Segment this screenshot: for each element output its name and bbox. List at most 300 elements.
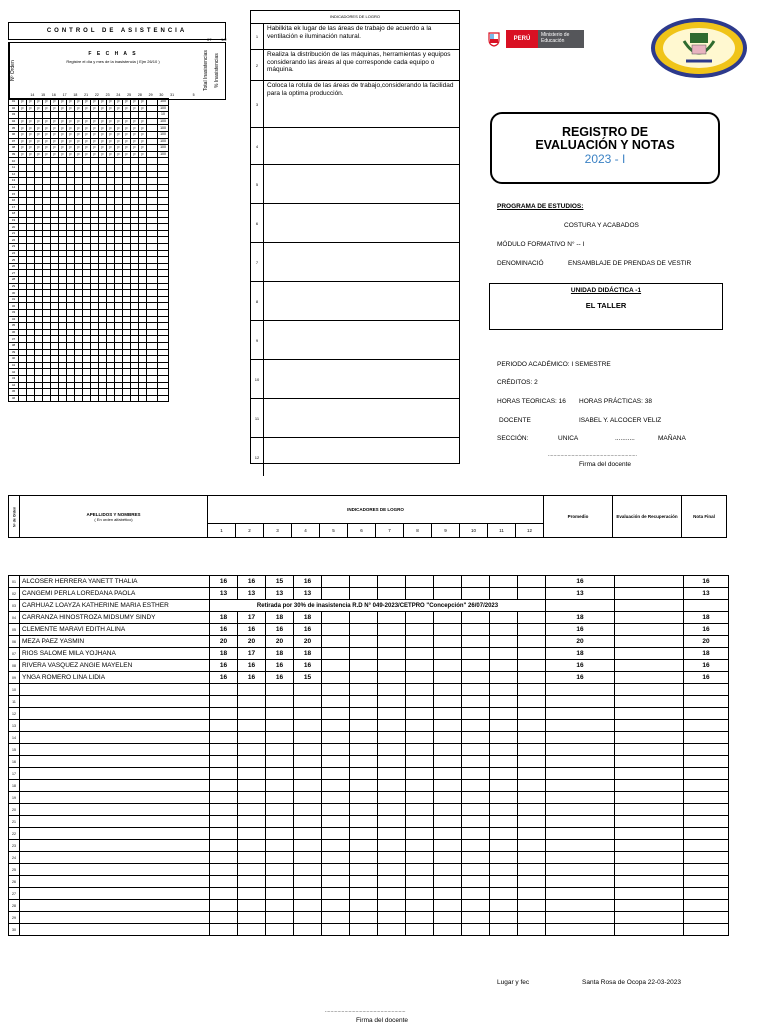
row-number: 06 — [9, 636, 20, 648]
attendance-cell — [91, 191, 99, 198]
row-number: 03 — [9, 112, 19, 119]
attendance-cell — [107, 178, 115, 185]
attendance-cell: p — [27, 125, 35, 132]
attendance-cell — [75, 310, 83, 317]
grade-cell — [238, 900, 266, 912]
attendance-cell — [51, 184, 59, 191]
attendance-cell — [27, 290, 35, 297]
attendance-cell — [83, 310, 91, 317]
row-number: 41 — [9, 362, 19, 369]
grade-cell — [210, 792, 238, 804]
attendance-cell: p — [43, 118, 51, 125]
title-year: 2023 - I — [584, 152, 626, 166]
grade-cell — [238, 852, 266, 864]
promedio-cell — [546, 912, 615, 924]
attendance-cell — [19, 230, 27, 237]
total-cell — [147, 244, 158, 251]
attendance-cell — [19, 303, 27, 310]
attendance-cell — [131, 329, 139, 336]
attendance-cell — [27, 250, 35, 257]
attendance-row — [9, 112, 169, 119]
grade-cell — [490, 624, 518, 636]
attendance-cell — [115, 362, 123, 369]
grade-cell — [350, 612, 378, 624]
attendance-cell — [131, 336, 139, 343]
grade-cell — [434, 744, 462, 756]
indicator-col: 9 — [432, 524, 460, 538]
attendance-cell: p — [83, 145, 91, 152]
recuperacion-cell — [615, 780, 684, 792]
grade-cell — [350, 768, 378, 780]
attendance-row — [9, 217, 169, 224]
pct-cell — [158, 382, 169, 389]
row-number: 28 — [9, 277, 19, 284]
day-number: 31 — [170, 93, 175, 97]
attendance-cell — [75, 395, 83, 402]
grade-cell — [462, 660, 490, 672]
grade-cell — [378, 672, 406, 684]
attendance-cell — [59, 290, 67, 297]
horas-teoricas: HORAS TEORICAS: 16 — [497, 398, 566, 405]
attendance-cell — [27, 171, 35, 178]
grade-cell — [406, 720, 434, 732]
pct-cell — [158, 158, 169, 165]
attendance-cell — [83, 184, 91, 191]
attendance-cell — [43, 323, 51, 330]
grade-cell — [462, 684, 490, 696]
attendance-cell — [139, 323, 147, 330]
attendance-cell — [107, 224, 115, 231]
attendance-row — [9, 290, 169, 297]
attendance-cell — [43, 224, 51, 231]
grade-cell — [266, 768, 294, 780]
grade-cell — [350, 924, 378, 936]
grade-cell: 13 — [210, 588, 238, 600]
total-cell — [147, 230, 158, 237]
indicator-number: 1 — [251, 24, 264, 49]
attendance-cell: p — [123, 125, 131, 132]
attendance-row — [9, 118, 169, 125]
attendance-cell — [51, 290, 59, 297]
student-name — [20, 816, 210, 828]
attendance-row — [9, 178, 169, 185]
attendance-cell — [75, 224, 83, 231]
indicator-number: 9 — [251, 321, 264, 359]
grade-cell — [406, 576, 434, 588]
grade-cell — [210, 720, 238, 732]
grade-cell — [378, 624, 406, 636]
indicator-row — [251, 50, 459, 81]
grade-cell — [406, 732, 434, 744]
recuperacion-cell — [615, 612, 684, 624]
grade-cell — [294, 732, 322, 744]
attendance-row — [9, 323, 169, 330]
attendance-cell — [19, 250, 27, 257]
indicator-col: 10 — [460, 524, 488, 538]
grade-cell — [406, 888, 434, 900]
row-number: 06 — [9, 131, 19, 138]
attendance-cell — [51, 237, 59, 244]
grade-cell — [490, 732, 518, 744]
grade-cell — [434, 576, 462, 588]
attendance-cell — [27, 296, 35, 303]
attendance-cell: p — [83, 151, 91, 158]
attendance-cell — [67, 230, 75, 237]
attendance-cell — [75, 362, 83, 369]
final-cell — [684, 708, 729, 720]
grade-cell — [294, 684, 322, 696]
attendance-cell — [43, 230, 51, 237]
attendance-cell: p — [59, 118, 67, 125]
grade-cell — [434, 816, 462, 828]
attendance-cell: p — [75, 125, 83, 132]
attendance-cell — [91, 356, 99, 363]
grade-cell: 20 — [266, 636, 294, 648]
indicator-col: 5 — [320, 524, 348, 538]
attendance-row — [9, 277, 169, 284]
grade-cell — [350, 756, 378, 768]
attendance-cell — [35, 237, 43, 244]
indicator-text — [264, 360, 459, 398]
attendance-row — [9, 151, 169, 158]
grade-cell — [378, 756, 406, 768]
grade-cell: 18 — [266, 648, 294, 660]
grade-cell — [378, 612, 406, 624]
attendance-cell — [51, 191, 59, 198]
indicator-col: 8 — [404, 524, 432, 538]
grade-cell — [378, 780, 406, 792]
attendance-cell — [139, 250, 147, 257]
attendance-cell — [107, 310, 115, 317]
attendance-cell — [83, 395, 91, 402]
attendance-cell: p — [83, 118, 91, 125]
student-name: CANGEMI PERLA LOREDANA PAOLA — [20, 588, 210, 600]
attendance-row — [9, 349, 169, 356]
final-cell — [684, 900, 729, 912]
grade-cell — [490, 744, 518, 756]
grade-row — [9, 828, 729, 840]
attendance-cell — [115, 382, 123, 389]
grade-row — [9, 780, 729, 792]
total-cell — [147, 99, 158, 106]
grade-cell: 13 — [294, 588, 322, 600]
grade-cell — [294, 924, 322, 936]
attendance-cell — [75, 277, 83, 284]
attendance-cell — [107, 362, 115, 369]
grade-cell — [322, 660, 350, 672]
grade-cell — [378, 924, 406, 936]
attendance-cell — [67, 270, 75, 277]
final-cell — [684, 600, 729, 612]
attendance-cell — [51, 356, 59, 363]
row-number: 07 — [9, 138, 19, 145]
attendance-cell — [27, 263, 35, 270]
attendance-cell — [83, 356, 91, 363]
grade-cell — [490, 840, 518, 852]
attendance-cell — [99, 395, 107, 402]
attendance-cell: p — [67, 125, 75, 132]
attendance-cell — [75, 349, 83, 356]
attendance-cell — [35, 316, 43, 323]
attendance-cell: p — [139, 118, 147, 125]
attendance-cell — [115, 184, 123, 191]
grade-cell — [210, 756, 238, 768]
pct-cell — [158, 230, 169, 237]
attendance-cell — [35, 230, 43, 237]
attendance-cell — [59, 310, 67, 317]
attendance-cell — [131, 349, 139, 356]
attendance-cell — [115, 250, 123, 257]
attendance-cell — [139, 178, 147, 185]
attendance-row — [9, 250, 169, 257]
attendance-cell — [139, 270, 147, 277]
row-number: 17 — [9, 768, 20, 780]
lugar-value: Santa Rosa de Ocopa 22-03-2023 — [582, 979, 682, 986]
attendance-cell — [131, 283, 139, 290]
grade-cell — [350, 792, 378, 804]
attendance-cell — [83, 263, 91, 270]
attendance-cell — [131, 178, 139, 185]
attendance-cell — [107, 296, 115, 303]
attendance-cell — [107, 303, 115, 310]
attendance-cell — [75, 211, 83, 218]
grade-cell: 16 — [266, 624, 294, 636]
attendance-cell: p — [43, 131, 51, 138]
attendance-cell: p — [91, 151, 99, 158]
final-cell — [684, 828, 729, 840]
orden-label: Nº Orden — [9, 43, 20, 99]
grade-cell — [518, 840, 546, 852]
attendance-cell: p — [107, 138, 115, 145]
attendance-cell — [83, 191, 91, 198]
total-cell — [147, 191, 158, 198]
final-cell — [684, 756, 729, 768]
attendance-cell — [27, 369, 35, 376]
student-name: YNGA ROMERO LINA LIDIA — [20, 672, 210, 684]
grade-cell — [350, 888, 378, 900]
names-label: APELLIDOS Y NOMBRES — [86, 511, 141, 517]
attendance-cell — [59, 178, 67, 185]
attendance-cell — [123, 323, 131, 330]
attendance-cell — [51, 250, 59, 257]
attendance-cell — [35, 171, 43, 178]
attendance-cell — [115, 349, 123, 356]
indicator-text — [264, 438, 459, 476]
indicator-number: 3 — [251, 81, 264, 127]
firma-line: ................................................................ — [548, 452, 637, 458]
grade-cell — [238, 768, 266, 780]
attendance-cell — [59, 395, 67, 402]
attendance-cell: p — [59, 138, 67, 145]
attendance-cell — [19, 270, 27, 277]
attendance-cell — [75, 270, 83, 277]
attendance-cell — [115, 158, 123, 165]
recuperacion-cell — [615, 900, 684, 912]
grade-cell — [210, 888, 238, 900]
grade-cell — [490, 636, 518, 648]
attendance-cell — [123, 164, 131, 171]
attendance-cell — [91, 389, 99, 396]
grade-cell — [322, 612, 350, 624]
attendance-cell — [139, 310, 147, 317]
attendance-cell — [19, 296, 27, 303]
attendance-cell — [123, 270, 131, 277]
names-header — [20, 496, 208, 538]
grade-cell: 15 — [266, 576, 294, 588]
grade-cell — [434, 636, 462, 648]
attendance-cell — [43, 263, 51, 270]
attendance-cell: p — [107, 125, 115, 132]
grade-cell — [518, 804, 546, 816]
row-number: 11 — [9, 696, 20, 708]
row-number: 21 — [9, 230, 19, 237]
row-number: 35 — [9, 323, 19, 330]
grade-row — [9, 660, 729, 672]
periodo: PERIODO ACADÉMICO: I SEMESTRE — [497, 361, 611, 368]
indicator-number: 11 — [251, 399, 264, 437]
attendance-cell — [19, 191, 27, 198]
grade-cell — [378, 660, 406, 672]
attendance-cell — [67, 349, 75, 356]
promedio-cell — [546, 744, 615, 756]
promedio-cell — [546, 720, 615, 732]
total-cell — [147, 138, 158, 145]
grade-cell — [462, 852, 490, 864]
attendance-cell — [131, 184, 139, 191]
row-number: 20 — [9, 224, 19, 231]
attendance-cell — [75, 184, 83, 191]
attendance-cell — [51, 296, 59, 303]
grade-row — [9, 696, 729, 708]
grade-cell — [378, 900, 406, 912]
attendance-cell — [115, 204, 123, 211]
attendance-cell — [35, 112, 43, 119]
grade-cell — [294, 756, 322, 768]
student-name — [20, 912, 210, 924]
grade-cell — [490, 780, 518, 792]
attendance-cell — [115, 290, 123, 297]
attendance-cell — [83, 369, 91, 376]
attendance-cell — [91, 230, 99, 237]
grade-cell — [294, 828, 322, 840]
attendance-cell — [27, 244, 35, 251]
student-name: MEZA PAEZ YASMIN — [20, 636, 210, 648]
attendance-cell — [75, 296, 83, 303]
total-cell — [147, 356, 158, 363]
attendance-cell — [115, 283, 123, 290]
row-number: 18 — [9, 211, 19, 218]
grade-cell — [490, 888, 518, 900]
indicator-text — [264, 243, 459, 281]
attendance-cell — [19, 204, 27, 211]
attendance-cell — [67, 336, 75, 343]
attendance-cell — [43, 362, 51, 369]
attendance-cell — [59, 257, 67, 264]
student-name — [20, 768, 210, 780]
attendance-cell — [43, 204, 51, 211]
grade-cell — [294, 900, 322, 912]
grade-row — [9, 888, 729, 900]
attendance-grid — [8, 98, 169, 402]
grade-cell — [238, 864, 266, 876]
attendance-cell: p — [91, 125, 99, 132]
final-cell: 20 — [684, 636, 729, 648]
promedio-cell — [546, 888, 615, 900]
total-cell — [147, 389, 158, 396]
grade-row — [9, 588, 729, 600]
total-cell — [147, 217, 158, 224]
pct-cell — [158, 184, 169, 191]
recuperacion-cell — [615, 684, 684, 696]
attendance-cell — [67, 171, 75, 178]
attendance-cell — [123, 244, 131, 251]
grade-cell — [518, 876, 546, 888]
attendance-cell — [123, 395, 131, 402]
grade-cell — [238, 804, 266, 816]
grade-row — [9, 912, 729, 924]
grade-cell — [378, 720, 406, 732]
attendance-cell — [131, 112, 139, 119]
attendance-cell — [83, 197, 91, 204]
attendance-cell — [91, 323, 99, 330]
attendance-cell — [67, 369, 75, 376]
attendance-cell — [91, 290, 99, 297]
attendance-cell — [19, 329, 27, 336]
corner-mark: 07 — [207, 37, 212, 42]
attendance-cell — [19, 283, 27, 290]
grade-cell — [210, 828, 238, 840]
recuperacion-cell — [615, 672, 684, 684]
grade-cell — [518, 636, 546, 648]
attendance-cell — [59, 263, 67, 270]
final-cell — [684, 792, 729, 804]
attendance-cell — [43, 329, 51, 336]
pct-cell — [158, 283, 169, 290]
attendance-cell — [139, 263, 147, 270]
attendance-cell: p — [99, 105, 107, 112]
grade-cell — [266, 828, 294, 840]
attendance-cell — [99, 112, 107, 119]
grade-cell — [350, 816, 378, 828]
total-cell — [147, 112, 158, 119]
attendance-cell — [83, 316, 91, 323]
grade-cell — [518, 588, 546, 600]
grade-cell — [378, 888, 406, 900]
row-number: 09 — [9, 672, 20, 684]
grade-cell — [350, 780, 378, 792]
attendance-row — [9, 316, 169, 323]
row-number: 21 — [9, 816, 20, 828]
grade-cell — [462, 900, 490, 912]
promedio-cell — [546, 708, 615, 720]
row-number: 25 — [9, 864, 20, 876]
grade-cell — [490, 708, 518, 720]
total-label: Total Inasistencias — [203, 50, 209, 92]
attendance-cell — [139, 244, 147, 251]
grade-cell — [238, 744, 266, 756]
grade-cell — [294, 720, 322, 732]
attendance-cell — [67, 158, 75, 165]
grade-cell — [406, 852, 434, 864]
final-cell — [684, 780, 729, 792]
attendance-cell — [123, 310, 131, 317]
attendance-cell — [59, 342, 67, 349]
attendance-cell: p — [107, 151, 115, 158]
grade-cell — [210, 816, 238, 828]
attendance-cell: p — [107, 118, 115, 125]
attendance-cell — [59, 329, 67, 336]
grade-cell — [266, 696, 294, 708]
